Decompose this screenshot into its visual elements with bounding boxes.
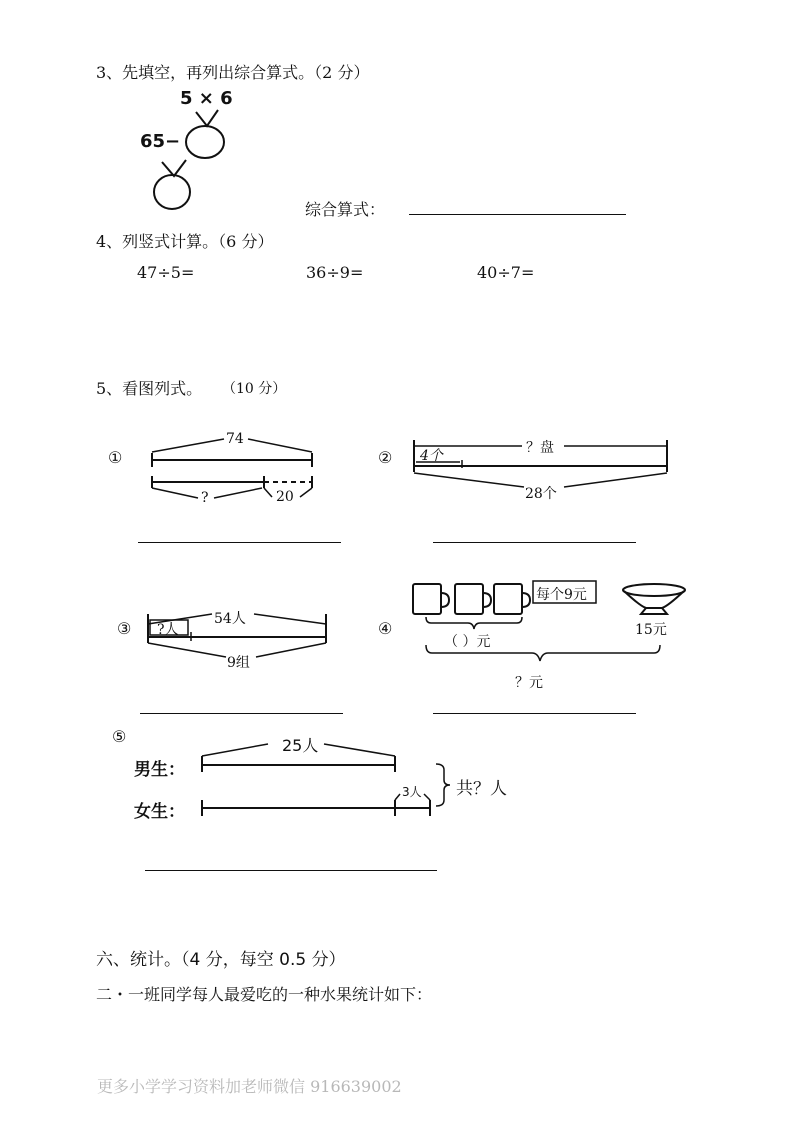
q5-d5-answer-line[interactable] (145, 870, 437, 871)
q4-item-2: 36÷9= (306, 263, 364, 282)
q5-d4-price-each: 每个9元 (536, 587, 587, 603)
q5-d3-unit: ?人 (157, 622, 179, 638)
q5-d1-total: 74 (226, 431, 244, 447)
q3-formula-label: 综合算式： (305, 200, 386, 219)
q5-points: （10 分） (222, 381, 287, 397)
q5-d4-number: ④ (378, 619, 393, 638)
section6-title: 六、统计。（4 分，每空 0.5 分） (96, 950, 346, 970)
q4-item-3: 40÷7= (477, 263, 535, 282)
q5-d5-number: ⑤ (112, 727, 127, 746)
q5-d4-bowl-price: 15元 (635, 622, 667, 638)
q5-d5-total: 共？人 (456, 779, 507, 799)
q5-d2-number: ② (378, 448, 393, 467)
q4-title: 4、列竖式计算。（6 分） (96, 232, 274, 251)
q5-d3-total: 54人 (214, 611, 246, 627)
q5-d3-number: ③ (117, 619, 132, 638)
q5-title: 5、看图列式。 (96, 379, 203, 398)
q5-d5-boys-label: 男生： (134, 760, 185, 780)
q3-title: 3、先填空，再列出综合算式。（2 分） (96, 63, 370, 82)
q5-d4-grand-total: ？元 (515, 675, 543, 691)
q4-item-1: 47÷5= (137, 263, 195, 282)
q5-d1-number: ① (108, 448, 123, 467)
q5-d2-total: 28个 (525, 486, 557, 502)
footer-watermark: 更多小学学习资料加老师微信 916639002 (97, 1077, 402, 1096)
q3-expr-top: 5 × 6 (180, 88, 233, 109)
q5-d4-cups-total: （ ）元 (444, 634, 491, 650)
q5-d2-unit: 4个 (420, 448, 443, 464)
section6-subtitle: 二・一班同学每人最爱吃的一种水果统计如下： (96, 985, 433, 1004)
q3-expr-left: 65− (140, 131, 181, 152)
q5-d5-diff: 3人 (402, 785, 422, 799)
q5-d2-unknown: ？盘 (526, 440, 554, 456)
q5-d1-part: 20 (276, 489, 294, 505)
q5-d5-boys-total: 25人 (282, 736, 319, 755)
q5-d5-girls-label: 女生： (134, 802, 185, 822)
q5-d3-groups: 9组 (227, 655, 250, 671)
q5-d1-unknown: ? (201, 490, 209, 506)
